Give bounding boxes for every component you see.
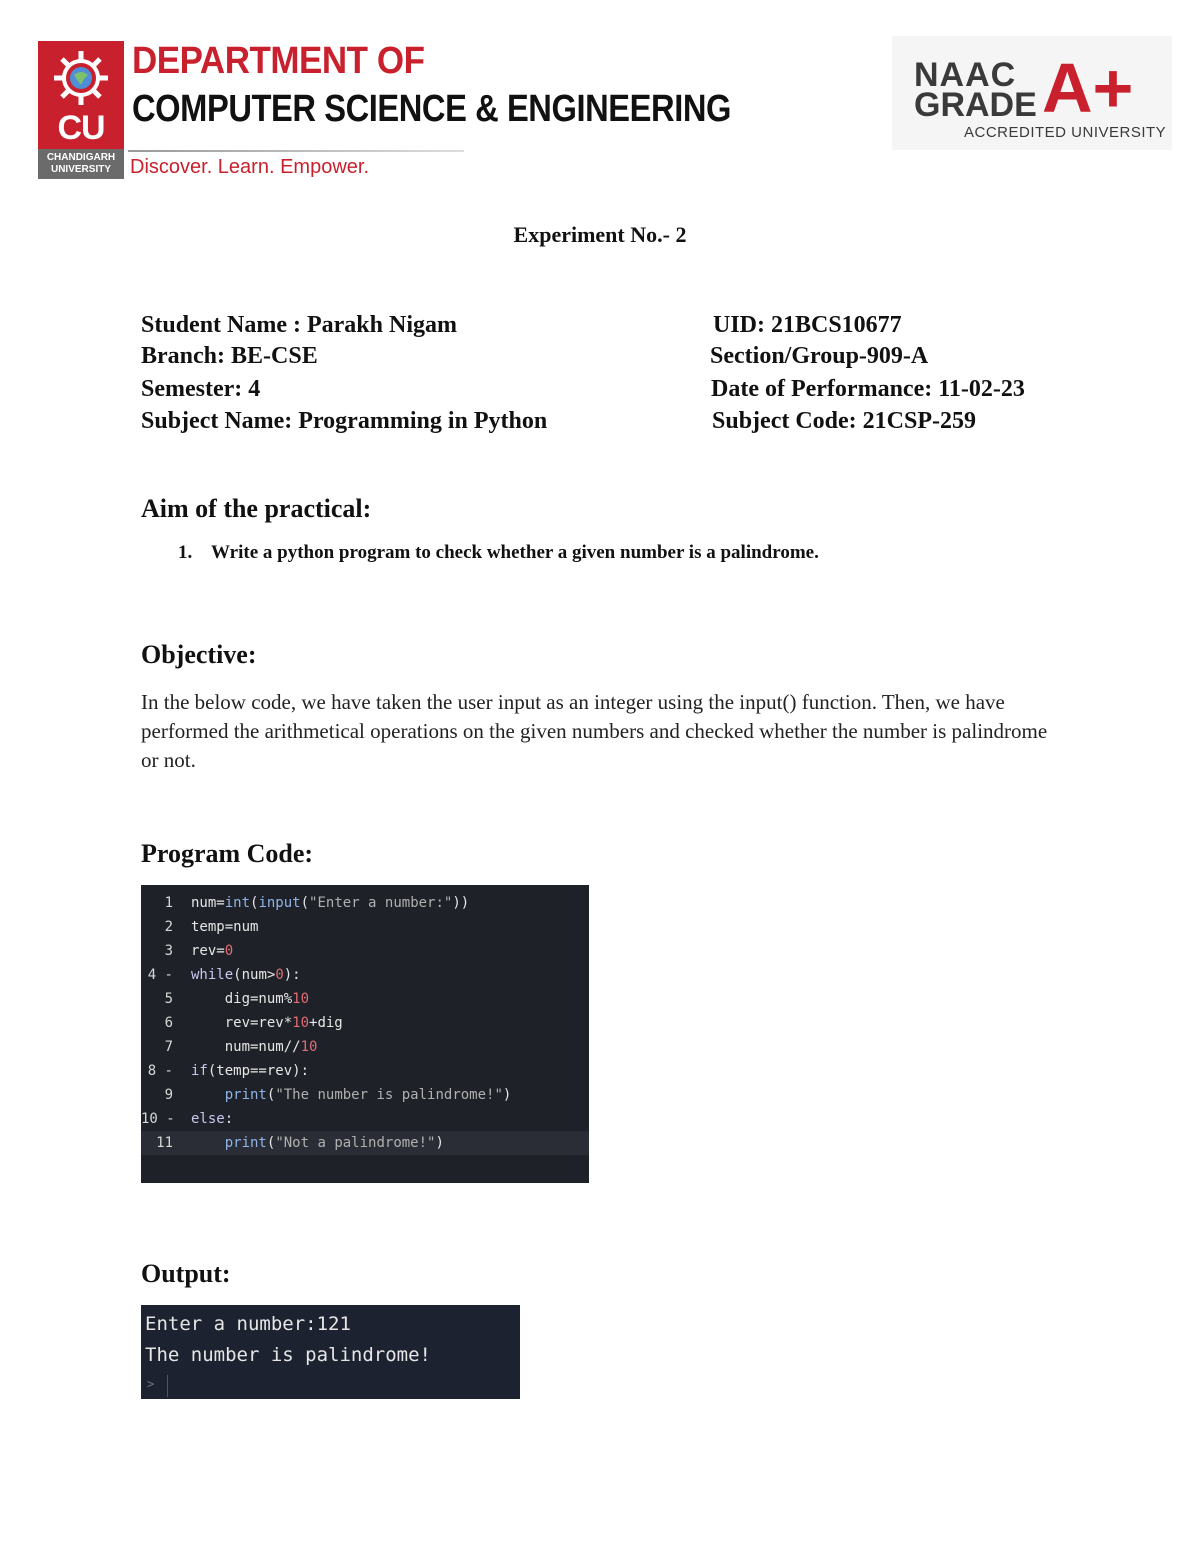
cu-logo [38, 41, 124, 179]
naac-grade: A+ [1042, 49, 1134, 127]
branch: Branch: BE-CSE [141, 343, 318, 369]
line-number: 4 - [147, 967, 173, 983]
naac-label: NAAC [914, 56, 1017, 94]
semester: Semester: 4 [141, 376, 261, 402]
code-text: dig=num%10 [191, 991, 310, 1007]
gear-globe-icon [52, 49, 110, 107]
output-heading: Output: [141, 1259, 231, 1288]
line-number: 3 [164, 943, 173, 959]
code-line [141, 1035, 589, 1059]
objective-heading: Objective: [141, 640, 257, 669]
code-line [141, 1131, 589, 1155]
code-text: if(temp==rev): [191, 1063, 310, 1079]
code-line [141, 1011, 589, 1035]
student-name: Student Name : Parakh Nigam [141, 312, 457, 338]
output-line: Enter a number:121 [145, 1313, 351, 1335]
code-text: print("Not a palindrome!") [224, 1135, 444, 1151]
output-line: The number is palindrome! [145, 1344, 431, 1366]
aim-item-number: 1. [178, 542, 193, 563]
program-code-heading: Program Code: [141, 839, 314, 868]
logo-university-name: CHANDIGARH UNIVERSITY [38, 149, 124, 179]
line-number: 10 - [141, 1111, 175, 1127]
naac-grade-label: GRADE [914, 86, 1037, 124]
subject-code: Subject Code: 21CSP-259 [712, 408, 976, 434]
experiment-title: Experiment No.- 2 [513, 222, 687, 247]
code-line [141, 915, 589, 939]
tagline: Discover. Learn. Empower. [130, 156, 369, 178]
section-group: Section/Group-909-A [710, 343, 929, 369]
date-of-performance: Date of Performance: 11-02-23 [711, 376, 1025, 402]
line-number: 2 [164, 919, 173, 935]
code-text: print("The number is palindrome!") [224, 1087, 512, 1103]
line-number: 5 [164, 991, 173, 1007]
code-line [141, 1059, 589, 1083]
objective-text: In the below code, we have taken the user input as an integer using the input() function. Then, we have performed the arithmetical operations on the given numbers and checked whether the number is palindrome or not. [141, 690, 1048, 772]
code-line [141, 1107, 589, 1131]
output-console [141, 1305, 520, 1399]
console-caret [167, 1375, 168, 1397]
subject-name: Subject Name: Programming in Python [141, 408, 548, 434]
code-line [141, 963, 589, 987]
code-text: num=int(input("Enter a number:")) [191, 895, 470, 911]
code-line [141, 987, 589, 1011]
naac-accredited: ACCREDITED UNIVERSITY [964, 124, 1167, 141]
code-text: temp=num [191, 919, 259, 935]
line-number: 6 [164, 1015, 173, 1031]
code-text: rev=rev*10+dig [191, 1015, 343, 1031]
code-text: else: [191, 1111, 234, 1127]
code-editor [141, 885, 589, 1183]
student-uid: UID: 21BCS10677 [713, 312, 902, 338]
code-line [141, 1083, 589, 1107]
code-text: num=num//10 [191, 1039, 318, 1055]
logo-text: CU [57, 109, 105, 147]
line-number: 7 [164, 1039, 173, 1055]
line-number: 8 - [147, 1063, 173, 1079]
code-text: while(num>0): [191, 967, 301, 983]
code-line [141, 891, 589, 915]
aim-item [178, 542, 819, 564]
code-line [141, 939, 589, 963]
header-divider [128, 150, 464, 152]
aim-heading: Aim of the practical: [141, 494, 372, 523]
code-text: rev=0 [191, 943, 234, 959]
line-number: 9 [164, 1087, 173, 1103]
department-title: DEPARTMENT OF [132, 40, 425, 82]
line-number: 1 [164, 895, 173, 911]
console-prompt: > [147, 1377, 155, 1391]
department-subtitle: COMPUTER SCIENCE & ENGINEERING [132, 88, 732, 130]
line-number: 11 [156, 1135, 173, 1151]
aim-item-text: Write a python program to check whether a given number is a palindrome. [211, 542, 819, 563]
naac-badge [892, 36, 1172, 150]
